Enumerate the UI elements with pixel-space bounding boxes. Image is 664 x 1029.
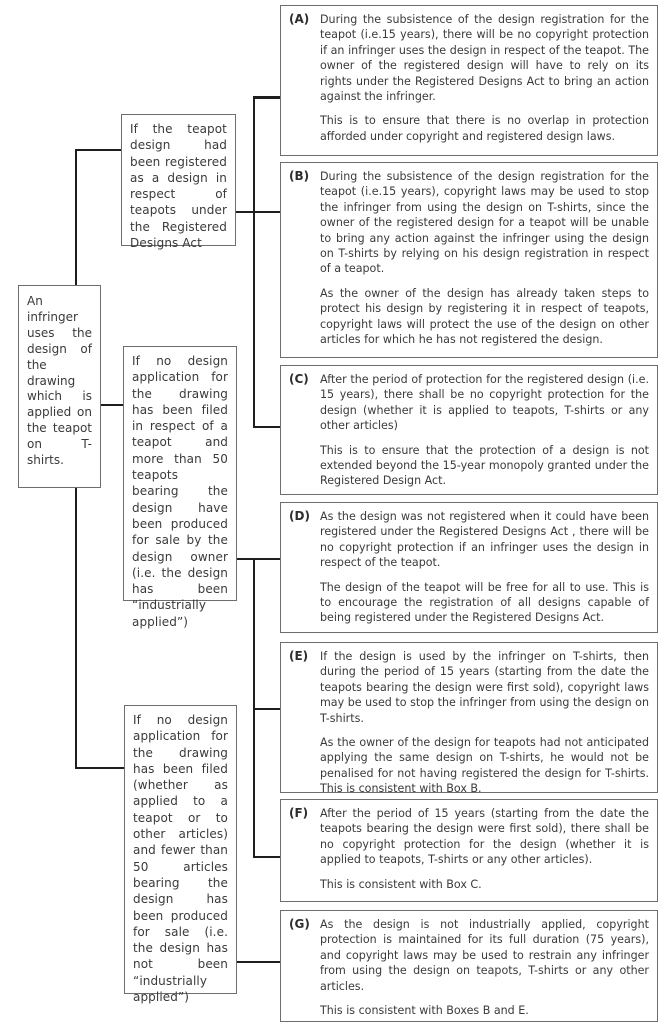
root-scenario-box xyxy=(18,285,101,488)
connector-root-down xyxy=(75,487,77,769)
outcome-paragraph: This is to ensure that there is no overlap in protection afforded under copyright and registered design laws. xyxy=(320,114,649,143)
outcome-label: (E) xyxy=(289,649,309,663)
connector-root-up xyxy=(75,149,77,286)
outcome-paragraph: After the period of 15 years (starting from the date the teapots bearing the design were first sold), there shall be no copyright protection for the design (whether it is applied to teapots, T-shirts or any other articles). xyxy=(320,807,649,867)
outcome-paragraph: This is consistent with Boxes B and E. xyxy=(320,1004,529,1018)
outcome-label: (C) xyxy=(289,372,309,386)
outcome-label: (F) xyxy=(289,806,309,820)
outcome-paragraph: This is to ensure that the protection of a design is not extended beyond the 15-year monopoly granted under the Registered Design Act. xyxy=(320,443,649,488)
outcome-label: (B) xyxy=(289,169,310,183)
outcome-paragraph: During the subsistence of the design registration for the teapot (i.e.15 years), copyright laws may be used to stop the infringer from using the design on T-shirts, since the owner of the registered design for a teapot will be unable to bring any action against the infringer using the design on T-shirts by relying on his design registration in respect of a teapot. xyxy=(320,170,649,276)
outcome-paragraph: As the design is not industrially applied, copyright protection is maintained for its full duration (75 years), and copyright laws may be used to restrain any infringer from using the design on teapots, T-shirts or any other articles. xyxy=(320,918,649,993)
connector-to-box-e xyxy=(253,708,280,710)
connector-to-box-f xyxy=(253,856,280,858)
root-scenario-text: An infringer uses the design of the drawing which is applied on the teapot on T-shirts. xyxy=(27,294,92,468)
outcome-box-g xyxy=(280,910,658,1022)
condition-text: If no design application for the drawing has been filed in respect of a teapot and more than 50 teapots bearing the design have been produced for sale by the design owner (i.e. the design has been “industrially applied”) xyxy=(132,354,228,629)
outcome-box-c xyxy=(280,365,658,495)
outcome-paragraph: As the owner of the design for teapots had not anticipated applying the same design on T-shirts, he would not be penalised for not having registered the design for T-shirts. This is consistent with Box B. xyxy=(320,736,649,796)
connector-registered-to-box-b xyxy=(235,211,280,213)
connector-to-box-a xyxy=(253,96,280,99)
connector-root-to-industrially-applied xyxy=(100,404,124,406)
bracket-registered-vertical xyxy=(253,96,255,428)
outcome-label: (G) xyxy=(289,917,310,931)
connector-root-to-not-industrially-applied xyxy=(75,767,125,769)
outcome-box-a xyxy=(280,5,658,156)
connector-to-box-c xyxy=(253,426,280,428)
condition-box-registered xyxy=(121,114,236,251)
outcome-box-f xyxy=(280,799,658,902)
outcome-paragraph: This is consistent with Box C. xyxy=(320,877,482,891)
condition-text: If no design application for the drawing has been filed (whether as applied to a teapot or to other articles) and fewer than 50 articles bearing the design has been produced for sale (i.e. the design has not been “industrially applied”) xyxy=(133,713,228,1005)
outcome-box-d xyxy=(280,502,658,633)
outcome-paragraph: After the period of protection for the registered design (i.e. 15 years), there shall be no copyright protection for the design (whether it is applied to teapots, T-shirts or any other articles) xyxy=(320,373,649,433)
connector-not-industrially-applied-to-box-g xyxy=(237,961,280,963)
connector-root-to-registered xyxy=(75,149,122,151)
outcome-label: (D) xyxy=(289,509,310,523)
condition-box-industrially-applied xyxy=(123,346,237,629)
outcome-paragraph: As the design was not registered when it could have been registered under the Registered Designs Act , there will be no copyright protection if an infringer uses the design in respect of the teapot. xyxy=(320,510,649,570)
outcome-label: (A) xyxy=(289,12,310,26)
outcome-paragraph: During the subsistence of the design registration for the teapot (i.e.15 years), there will be no copyright protection if an infringer uses the design in respect of the teapot. The owner of the registered design will have to rely on its rights under the Registered Designs Act to bring an action against the infringer. xyxy=(320,13,649,104)
connector-industrially-applied-to-box-d xyxy=(237,558,280,560)
outcome-box-b xyxy=(280,162,658,358)
outcome-paragraph: The design of the teapot will be free for all to use. This is to encourage the registration of all designs capable of being registered under the Registered Designs Act. xyxy=(320,580,649,625)
outcome-paragraph: If the design is used by the infringer on T-shirts, then during the period of 15 years (starting from the date the teapots bearing the design were first sold), copyright laws may be used to stop the infringer from using the design on T-shirts. xyxy=(320,650,649,725)
condition-text: If the teapot design had been registered as a design in respect of teapots under the Registered Designs Act xyxy=(130,122,227,251)
outcome-paragraph: As the owner of the design has already taken steps to protect his design by registering it in respect of teapots, copyright laws will protect the use of the design on other articles for which he has not registered the design. xyxy=(320,286,649,347)
condition-box-not-industrially-applied xyxy=(124,705,237,1005)
outcome-box-e xyxy=(280,642,658,796)
